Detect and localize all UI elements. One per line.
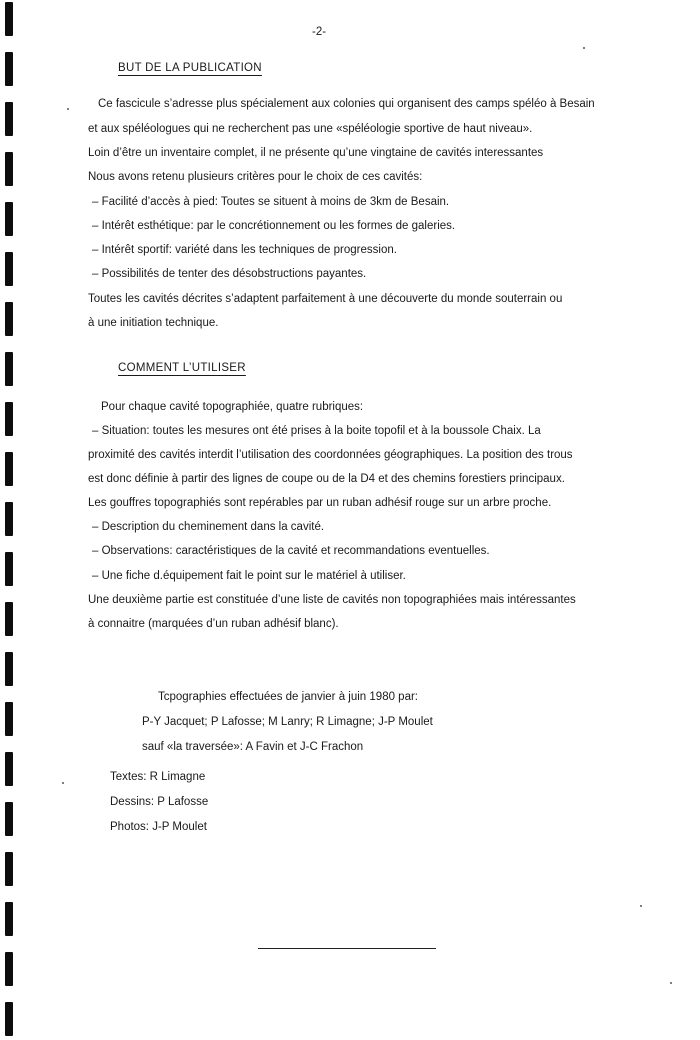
list-item: – Une fiche d.équipement fait le point sur le matériel à utiliser. bbox=[92, 570, 406, 582]
scan-speck bbox=[67, 108, 69, 110]
binding-mark bbox=[5, 752, 13, 786]
scan-speck bbox=[640, 905, 642, 907]
binding-mark bbox=[5, 502, 13, 536]
binding-mark bbox=[5, 902, 13, 936]
scan-speck bbox=[62, 782, 64, 784]
footer-rule bbox=[258, 948, 436, 949]
list-item: – Possibilités de tenter des désobstructions payantes. bbox=[92, 268, 367, 280]
topography-credit: Tcpographies effectuées de janvier à juin 1980 par: bbox=[158, 691, 418, 703]
binding-mark bbox=[5, 802, 13, 836]
topography-credit: sauf «la traversée»: A Favin et J-C Frachon bbox=[142, 741, 364, 753]
paragraph-line: à connaitre (marquées d’un ruban adhésif blanc). bbox=[88, 618, 339, 630]
binding-mark bbox=[5, 152, 13, 186]
paragraph-line: à une initiation technique. bbox=[88, 317, 219, 329]
list-item: – Description du cheminement dans la cavité. bbox=[92, 521, 325, 533]
list-item: – Facilité d’accès à pied: Toutes se situent à moins de 3km de Besain. bbox=[92, 196, 450, 208]
binding-mark bbox=[5, 552, 13, 586]
list-item: – Observations: caractéristiques de la cavité et recommandations eventuelles. bbox=[92, 545, 490, 557]
binding-mark bbox=[5, 252, 13, 286]
list-item: – Situation: toutes les mesures ont été prises à la boite topofil et à la boussole Chaix. La bbox=[92, 425, 541, 437]
paragraph-line: proximité des cavités interdit l’utilisation des coordonnées géographiques. La position des trous bbox=[88, 449, 573, 461]
paragraph-line: Pour chaque cavité topographiée, quatre rubriques: bbox=[101, 401, 364, 413]
credit-drawings: Dessins: P Lafosse bbox=[110, 796, 209, 808]
paragraph-line: est donc définie à partir des lignes de coupe ou de la D4 et des chemins forestiers principaux. bbox=[88, 473, 565, 485]
binding-mark bbox=[5, 352, 13, 386]
paragraph-line: et aux spéléologues qui ne recherchent pas une «spéléologie sportive de haut niveau». bbox=[88, 123, 533, 135]
binding-mark bbox=[5, 452, 13, 486]
page-number: -2- bbox=[312, 26, 327, 38]
binding-mark bbox=[5, 402, 13, 436]
topography-credit: P-Y Jacquet; P Lafosse; M Lanry; R Limagne; J-P Moulet bbox=[142, 716, 433, 728]
binding-mark bbox=[5, 702, 13, 736]
paragraph-line: Les gouffres topographiés sont repérables par un ruban adhésif rouge sur un arbre proche. bbox=[88, 497, 552, 509]
binding-mark bbox=[5, 602, 13, 636]
binding-mark bbox=[5, 52, 13, 86]
paragraph-line: Toutes les cavités décrites s’adaptent parfaitement à une découverte du monde souterrain ou bbox=[88, 293, 563, 305]
section-heading: BUT DE LA PUBLICATION bbox=[118, 62, 262, 74]
binding-mark bbox=[5, 652, 13, 686]
binding-mark bbox=[5, 102, 13, 136]
binding-mark bbox=[5, 2, 13, 36]
binding-mark bbox=[5, 952, 13, 986]
paragraph-line: Ce fascicule s’adresse plus spécialement aux colonies qui organisent des camps spéléo à Besain bbox=[98, 98, 595, 110]
paragraph-line: Une deuxième partie est constituée d’une liste de cavités non topographiées mais intéressantes bbox=[88, 594, 576, 606]
binding-mark bbox=[5, 302, 13, 336]
binding-mark bbox=[5, 202, 13, 236]
binding-mark bbox=[5, 1002, 13, 1036]
paragraph-line: Loin d’être un inventaire complet, il ne présente qu’une vingtaine de cavités interessantes bbox=[88, 147, 544, 159]
section-heading: COMMENT L’UTILISER bbox=[118, 362, 246, 374]
scan-speck bbox=[670, 982, 672, 984]
binding-mark bbox=[5, 852, 13, 886]
credit-texts: Textes: R Limagne bbox=[110, 771, 206, 783]
scan-speck bbox=[583, 47, 585, 49]
list-item: – Intérêt sportif: variété dans les techniques de progression. bbox=[92, 244, 397, 256]
credit-photos: Photos: J-P Moulet bbox=[110, 821, 207, 833]
list-item: – Intérêt esthétique: par le concrétionnement ou les formes de galeries. bbox=[92, 220, 456, 232]
paragraph-line: Nous avons retenu plusieurs critères pour le choix de ces cavités: bbox=[88, 171, 423, 183]
